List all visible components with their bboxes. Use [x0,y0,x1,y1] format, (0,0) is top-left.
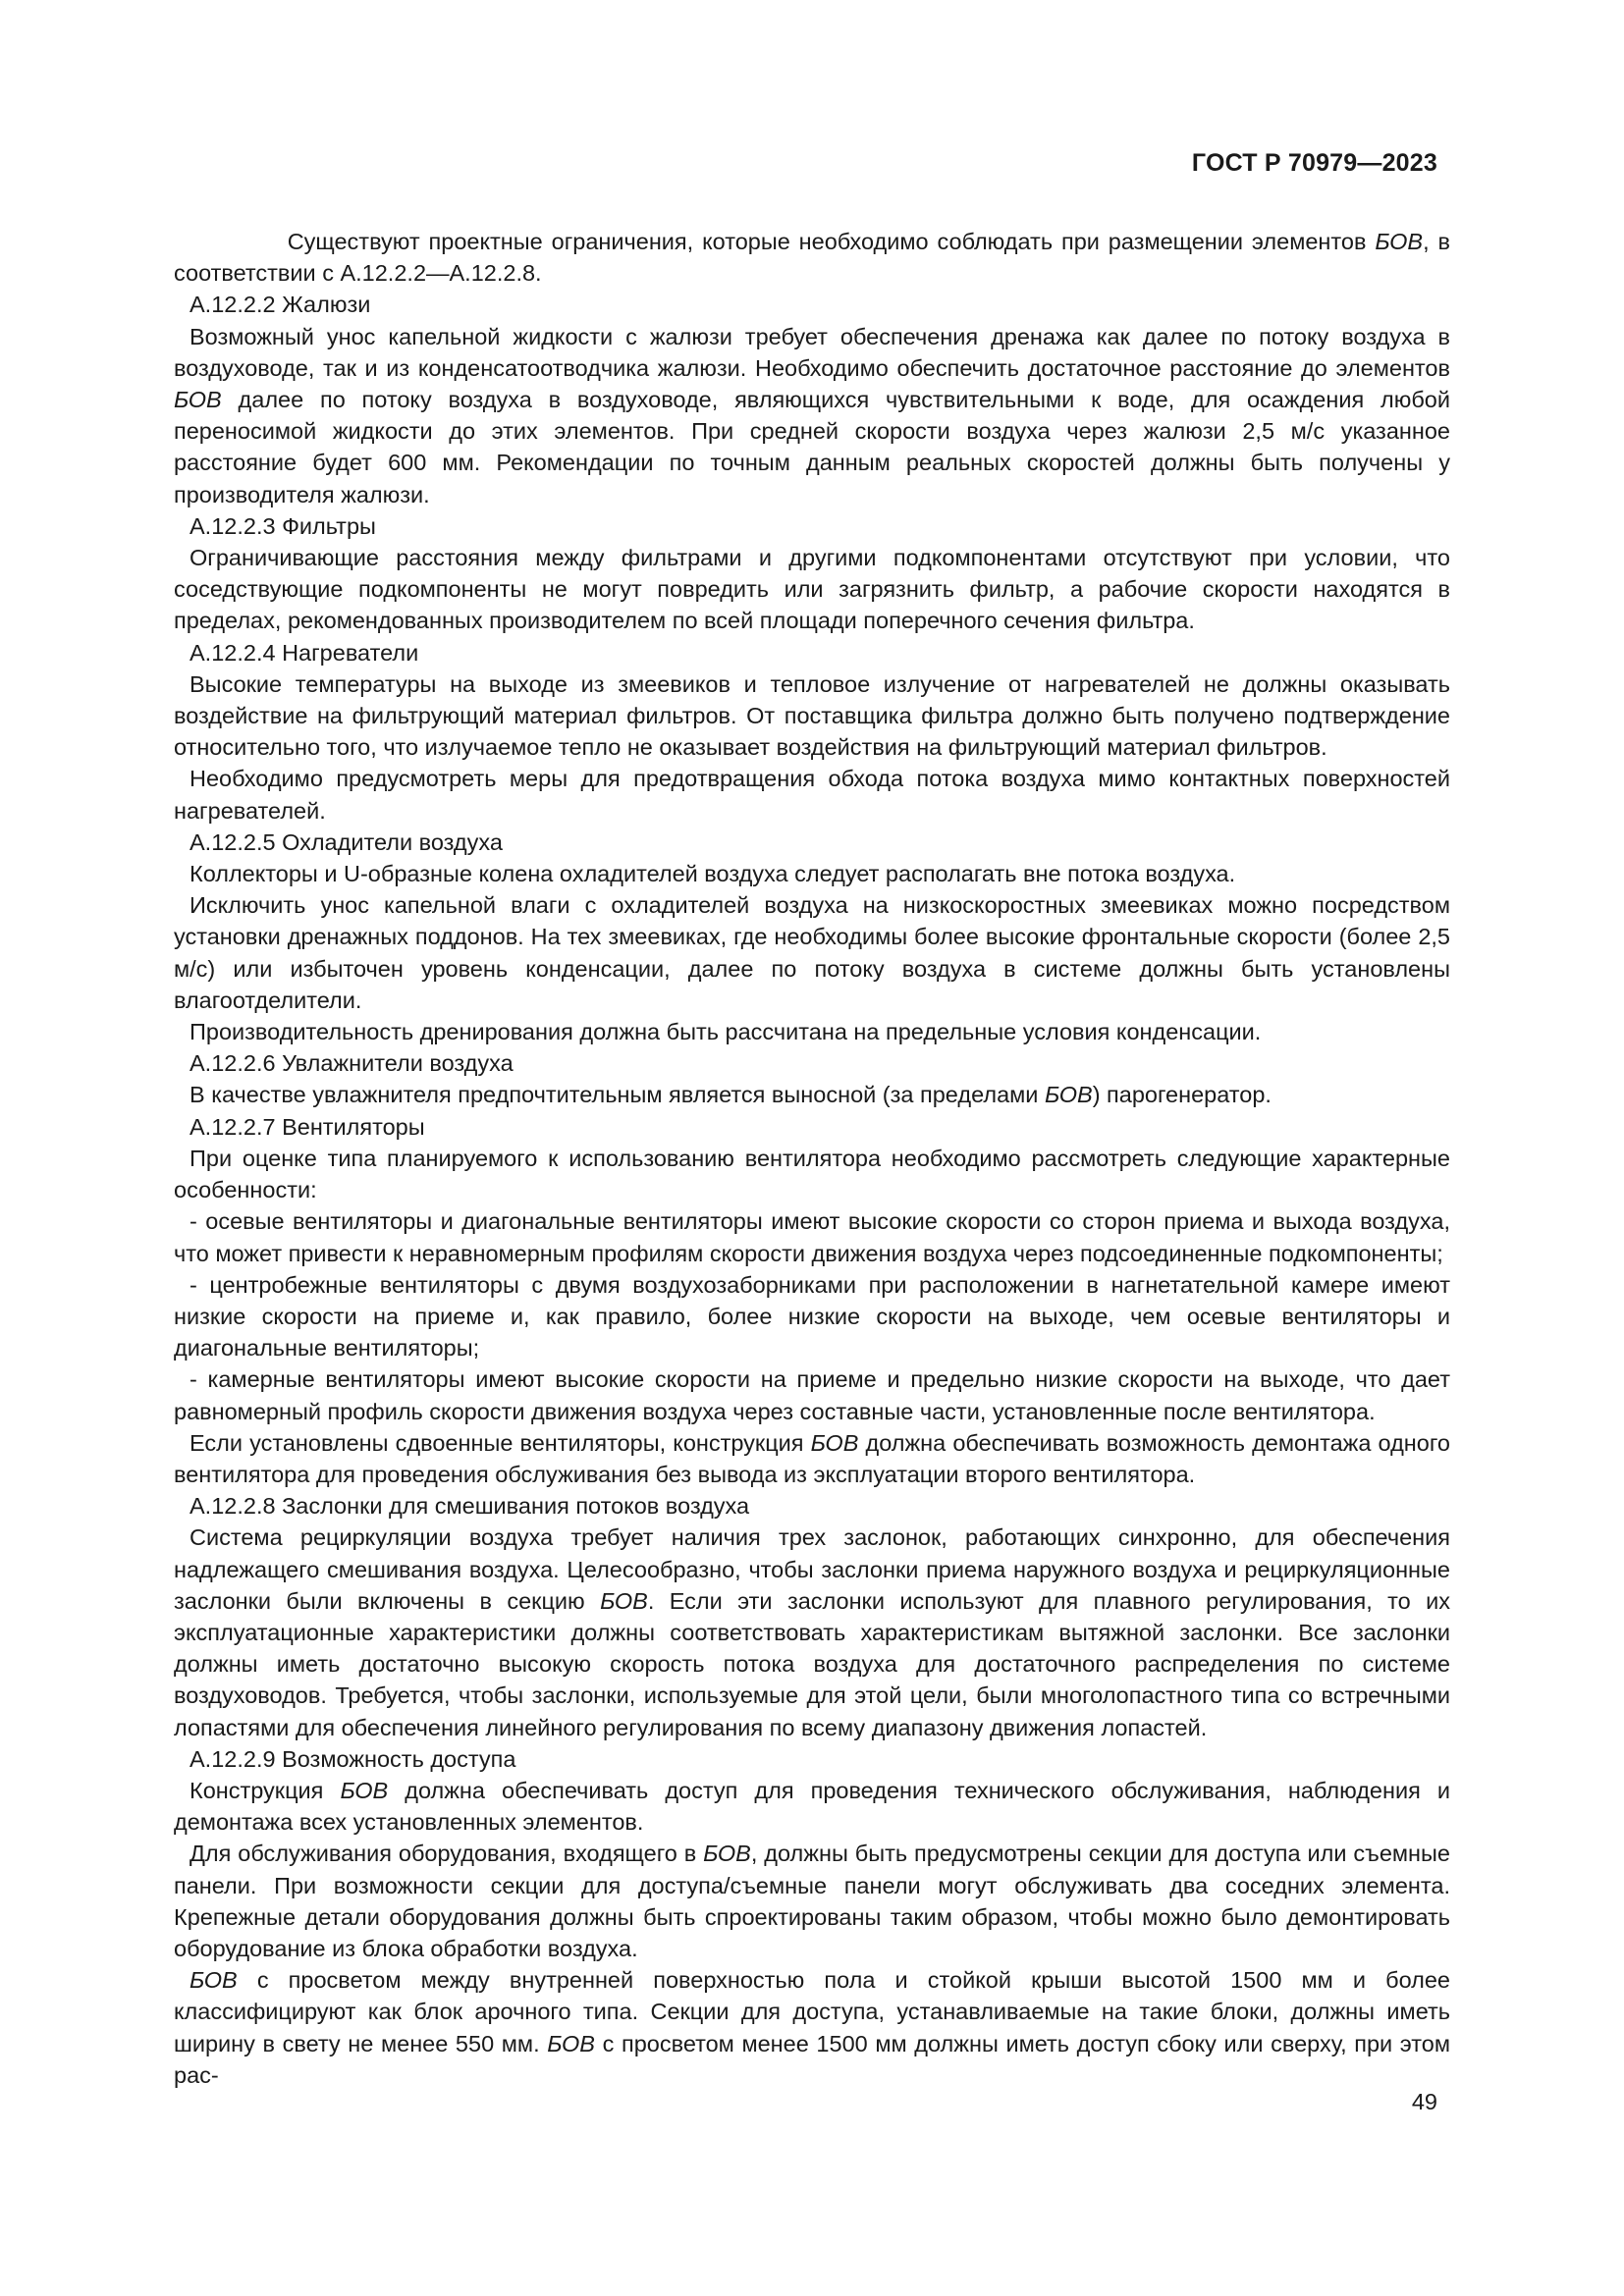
section-heading-a-12-2-8: А.12.2.8 Заслонки для смешивания потоков воздуха [189,1493,750,1520]
paragraph: В качестве увлажнителя предпочтительным является выносной (за пределами БОВ) парогенератор. [189,1082,1272,1108]
paragraph: Система рециркуляции воздуха требует наличия трех заслонок, работающих синхронно, для обеспечения надлежащего смешивания воздуха. Целесообразно, чтобы заслонки приема наружного воздуха и рециркуляционные заслонки были включены в секцию БОВ. Если эти заслонки используют для плавного регулирования, то их эксплуатационные характеристики должны соответствовать характеристикам вытяжной заслонки. Все заслонки должны иметь достаточно высокую скорость потока воздуха для достаточного распределения по системе воздуховодов. Требуется, чтобы заслонки, используемые для этой цели, были многолопастного типа со встречными лопастями для обеспечения линейного регулирования по всему диапазону движения лопастей. [174,1524,1450,1740]
paragraph: Если установлены сдвоенные вентиляторы, конструкция БОВ должна обеспечивать возможность демонтажа одного вентилятора для проведения обслуживания без вывода из эксплуатации второго вентилятора. [174,1429,1450,1487]
paragraph: Производительность дренирования должна быть рассчитана на предельные условия конденсации. [189,1019,1262,1045]
section-heading-a-12-2-6: А.12.2.6 Увлажнители воздуха [189,1050,514,1077]
paragraph: Коллекторы и U-образные колена охладителей воздуха следует располагать вне потока воздуха. [189,861,1236,887]
paragraph: БОВ с просветом между внутренней поверхностью пола и стойкой крыши высотой 1500 мм и более классифицируют как блок арочного типа. Секции для доступа, устанавливаемые на такие блоки, должны иметь ширину в свету не менее 550 мм. БОВ с просветом менее 1500 мм должны иметь доступ сбоку или сверху, при этом рас- [174,1967,1450,2088]
paragraph: Исключить унос капельной влаги с охладителей воздуха на низкоскоростных змеевиках можно посредством установки дренажных поддонов. На тех змеевиках, где необходимы более высокие фронтальные скорости (более 2,5 м/с) или избыточен уровень конденсации, далее по потоку воздуха в системе должны быть установлены влагоотделители. [174,892,1450,1013]
paragraph: Ограничивающие расстояния между фильтрами и другими подкомпонентами отсутствуют при условии, что соседствующие подкомпоненты не могут повредить или загрязнить фильтр, а рабочие скорости находятся в пределах, рекомендованных производителем по всей площади поперечного сечения фильтра. [174,545,1450,634]
list-item: - центробежные вентиляторы с двумя воздухозаборниками при расположении в нагнетательной камере имеют низкие скорости на приеме и, как правило, более низкие скорости на выходе, чем осевые вентиляторы и диагональные вентиляторы; [174,1271,1450,1362]
paragraph: Для обслуживания оборудования, входящего в БОВ, должны быть предусмотрены секции для доступа или съемные панели. При возможности секции для доступа/съемные панели могут обслуживать два соседних элемента. Крепежные детали оборудования должны быть спроектированы таким образом, чтобы можно было демонтировать оборудование из блока обработки воздуха. [174,1841,1450,1961]
list-item: - камерные вентиляторы имеют высокие скорости на приеме и предельно низкие скорости на выходе, что дает равномерный профиль скорости движения воздуха через составные части, установленные после вентилятора. [174,1366,1450,1424]
document-body [174,226,1450,2091]
document-standard-id: ГОСТ Р 70979—2023 [1191,149,1437,177]
section-heading-a-12-2-7: А.12.2.7 Вентиляторы [189,1113,425,1140]
list-item: - осевые вентиляторы и диагональные вентиляторы имеют высокие скорости со сторон приема и выхода воздуха, что может привести к неравномерным профилям скорости движения воздуха через подсоединенные подкомпоненты; [174,1208,1450,1266]
paragraph: Конструкция БОВ должна обеспечивать доступ для проведения технического обслуживания, наблюдения и демонтажа всех установленных элементов. [174,1777,1450,1836]
paragraph: Возможный унос капельной жидкости с жалюзи требует обеспечения дренажа как далее по потоку воздуха в воздуховоде, так и из конденсатоотводчика жалюзи. Необходимо обеспечить достаточное расстояние до элементов БОВ далее по потоку воздуха в воздуховоде, являющихся чувствительными к воде, для осаждения любой переносимой жидкости до этих элементов. При средней скорости воздуха через жалюзи 2,5 м/с указанное расстояние будет 600 мм. Рекомендации по точным данным реальных скоростей должны быть получены у производителя жалюзи. [174,323,1450,507]
paragraph: Высокие температуры на выходе из змеевиков и тепловое излучение от нагревателей не должны оказывать воздействие на фильтрующий материал фильтров. От поставщика фильтра должно быть получено подтверждение относительно того, что излучаемое тепло не оказывает воздействия на фильтрующий материал фильтров. [174,670,1450,761]
paragraph: При оценке типа планируемого к использованию вентилятора необходимо рассмотреть следующие характерные особенности: [174,1145,1450,1203]
page-number: 49 [1411,2089,1437,2114]
section-heading-a-12-2-2: А.12.2.2 Жалюзи [189,292,371,318]
section-heading-a-12-2-9: А.12.2.9 Возможность доступа [189,1745,516,1772]
section-heading-a-12-2-4: А.12.2.4 Нагреватели [189,639,419,666]
section-heading-a-12-2-3: А.12.2.3 Фильтры [189,512,376,539]
section-heading-a-12-2-5: А.12.2.5 Охладители воздуха [189,828,503,855]
paragraph: Необходимо предусмотреть меры для предотвращения обхода потока воздуха мимо контактных поверхностей нагревателей. [174,766,1450,824]
paragraph-intro: Существуют проектные ограничения, которые необходимо соблюдать при размещении элементов БОВ, в соответствии с А.12.2.2—А.12.2.8. [174,229,1451,287]
